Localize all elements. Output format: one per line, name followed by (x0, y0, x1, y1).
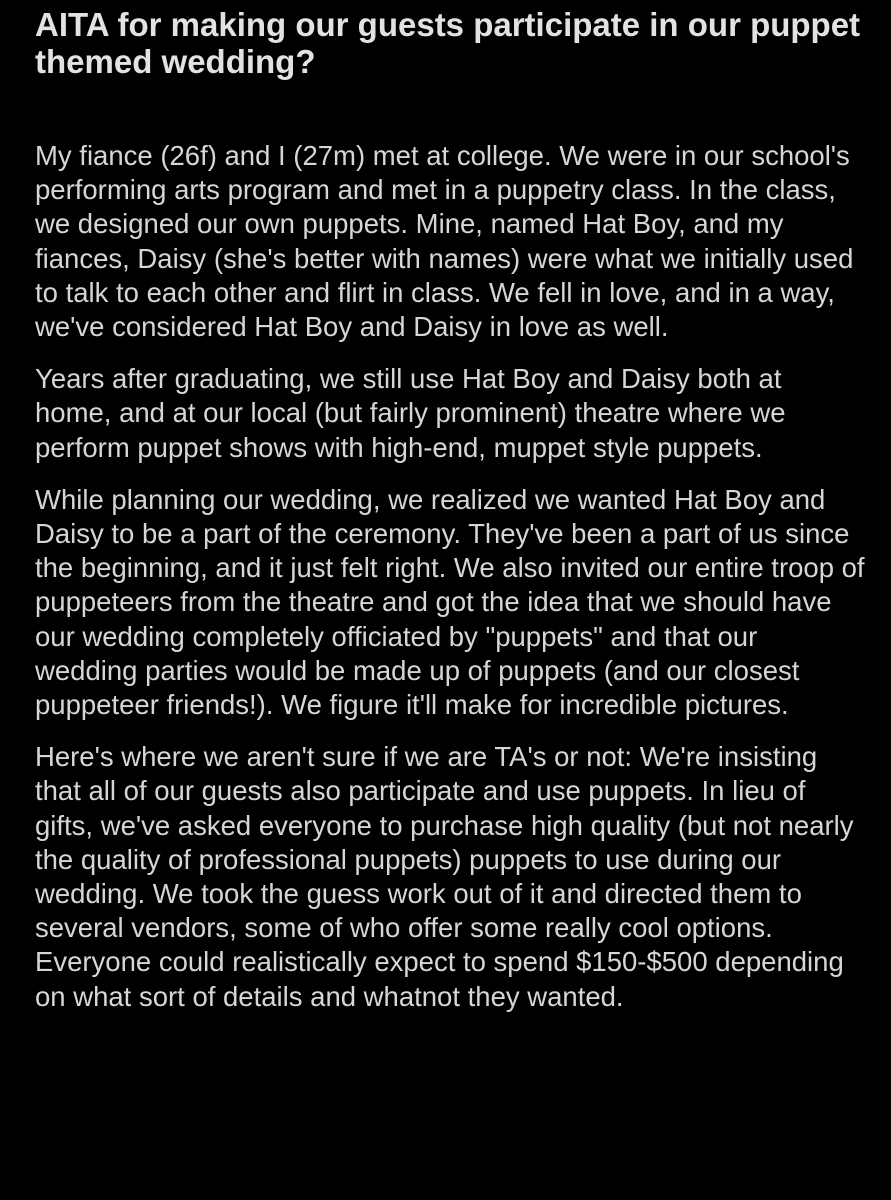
post-paragraph: Years after graduating, we still use Hat Boy and Daisy both at home, and at our local (but fairly prominent) theatre where we perform puppet shows with high-end, muppet style puppets. (35, 363, 786, 463)
post-title: AITA for making our guests participate in our puppet themed wedding? (35, 6, 861, 80)
post-paragraph: While planning our wedding, we realized we wanted Hat Boy and Daisy to be a part of the ceremony. They've been a part of us since the beginning, and it just felt right. We also invited our entire troop of puppeteers from the theatre and got the idea that we should have our wedding completely officiated by "puppets" and that our wedding parties would be made up of puppets (and our closest puppeteer friends!). We figure it'll make for incredible pictures. (35, 483, 865, 721)
post-paragraph: Here's where we aren't sure if we are TA's or not: We're insisting that all of our guests also participate and use puppets. In lieu of gifts, we've asked everyone to purchase high quality (but not nearly the quality of professional puppets) puppets to use during our wedding. We took the guess work out of it and directed them to several vendors, some of who offer some really cool options. Everyone could realistically expect to spend $150-$500 depending on what sort of details and whatnot they wanted. (35, 741, 854, 1012)
post-container (35, 6, 865, 1032)
post-paragraph: My fiance (26f) and I (27m) met at college. We were in our school's performing arts program and met in a puppetry class. In the class, we designed our own puppets. Mine, named Hat Boy, and my fiances, Daisy (she's better with names) were what we initially used to talk to each other and flirt in class. We fell in love, and in a way, we've considered Hat Boy and Daisy in love as well. (35, 140, 854, 343)
post-body (35, 139, 865, 1014)
